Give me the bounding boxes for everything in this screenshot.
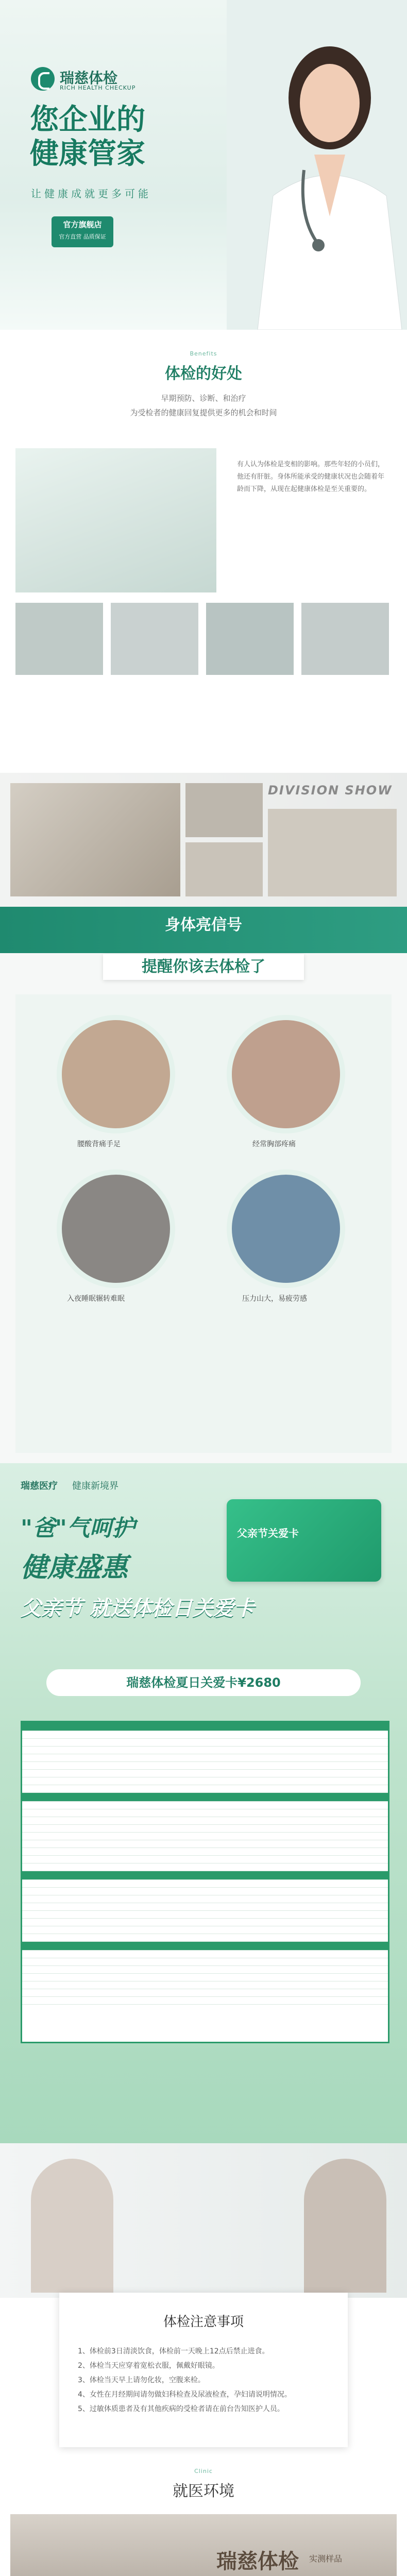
signals-section xyxy=(0,907,407,1463)
signal-photo-stress xyxy=(227,1170,345,1288)
promo-card[interactable] xyxy=(227,1499,381,1582)
table-row xyxy=(22,1966,388,1974)
table-row xyxy=(22,1919,388,1926)
signal-photo-backache xyxy=(57,1015,175,1133)
promo-line1: "爸"气呵护 xyxy=(21,1515,135,1541)
notes-section xyxy=(0,2143,407,2576)
table-row xyxy=(22,1840,388,1848)
table-row xyxy=(22,1989,388,1997)
promo-section xyxy=(0,1463,407,2143)
promo-card-title: 父亲节关爱卡 xyxy=(237,1527,299,1539)
badge-line1: 官方旗舰店 xyxy=(63,220,102,229)
promo-brand-right: 健康新境界 xyxy=(72,1481,118,1492)
table-row xyxy=(22,1777,388,1785)
notes-list xyxy=(78,2344,335,2416)
table-row xyxy=(22,1747,388,1754)
hero-headline xyxy=(30,103,145,171)
table-row xyxy=(22,1888,388,1895)
signal-label-2: 经常胸部疼痛 xyxy=(252,1140,296,1148)
benefits-intro-1: 早期预防、诊断、和治疗 xyxy=(161,394,246,403)
table-row xyxy=(22,1880,388,1888)
signal-photo-insomnia xyxy=(57,1170,175,1288)
table-row xyxy=(22,1770,388,1777)
signal-label-4: 压力山大，易疲劳感 xyxy=(242,1295,307,1303)
photo-exam xyxy=(301,603,389,675)
signals-title: 身体亮信号 xyxy=(165,916,242,934)
promo-line3: 父亲节 就送体检日关爱卡 xyxy=(21,1597,255,1620)
table-row xyxy=(22,1793,388,1802)
table-row xyxy=(22,1926,388,1934)
promo-package-table xyxy=(21,1721,389,2043)
doctor-photo xyxy=(227,0,407,330)
table-row xyxy=(22,1848,388,1856)
benefits-title: 体检的好处 xyxy=(165,365,242,383)
benefits-paragraph: 有人认为体检是变相的影响。那些年轻的小员们，他还有肝脏。身体所能承受的健康状况也会随着年龄而下降，从现在起健康体检是至关重要的。 xyxy=(237,461,385,493)
env-title: 就医环境 xyxy=(173,2482,234,2500)
signal-photo-chest xyxy=(227,1015,345,1133)
badge-line2: 官方直营 品质保证 xyxy=(59,233,106,240)
benefits-section xyxy=(0,330,407,773)
brand-logo-icon xyxy=(31,67,55,91)
promo-brand-left: 瑞慈医疗 xyxy=(21,1481,58,1492)
brand-en-name: RICH HEALTH CHECKUP xyxy=(60,84,136,91)
promo-line2: 健康盛惠 xyxy=(21,1552,128,1583)
note-item: 3、体检当天早上请勿化妆，空腹来检。 xyxy=(78,2376,205,2384)
hero-subline: 让健康成就更多可能 xyxy=(31,188,151,200)
env-en-label: Clinic xyxy=(194,2468,213,2475)
note-item: 2、体检当天应穿着宽松衣服，佩戴好眼镜。 xyxy=(78,2362,219,2370)
table-row xyxy=(22,1942,388,1951)
table-row xyxy=(22,1951,388,1958)
table-row xyxy=(22,1785,388,1793)
table-row xyxy=(22,1895,388,1903)
signal-label-1: 腰酸背痛手足 xyxy=(77,1140,121,1148)
table-row xyxy=(22,1739,388,1747)
official-store-badge[interactable] xyxy=(52,216,113,247)
division-photo-3 xyxy=(185,842,263,896)
note-item: 1、体检前3日清淡饮食，体检前一天晚上12点后禁止进食。 xyxy=(78,2347,269,2355)
table-row xyxy=(22,1817,388,1825)
reception-sign-sub: 实测样品 xyxy=(309,2554,343,2564)
notes-person-right xyxy=(304,2159,386,2293)
hero-headline-line1: 您企业的 xyxy=(30,103,145,137)
table-row xyxy=(22,1981,388,1989)
table-row xyxy=(22,1974,388,1981)
table-row xyxy=(22,1903,388,1911)
division-photo-2 xyxy=(185,783,263,837)
reception-sign: 瑞慈体检 xyxy=(216,2550,299,2573)
table-row xyxy=(22,1722,388,1731)
table-row xyxy=(22,1833,388,1840)
benefits-en-label: Benefits xyxy=(190,350,217,357)
table-row xyxy=(22,1809,388,1817)
table-row xyxy=(22,1958,388,1966)
signal-label-3: 入夜睡眠辗转难眠 xyxy=(67,1295,125,1303)
table-row xyxy=(22,1934,388,1942)
division-section xyxy=(0,773,407,907)
table-row xyxy=(22,1762,388,1770)
promo-table-title: 瑞慈体检夏日关爱卡¥2680 xyxy=(46,1669,361,1696)
consultation-photo xyxy=(15,448,216,592)
notes-person-left xyxy=(31,2159,113,2293)
table-row xyxy=(22,1863,388,1871)
photo-nurse xyxy=(15,603,103,675)
note-item: 5、过敏体质患者及有其他疾病的受检者请在前台告知医护人员。 xyxy=(78,2405,284,2413)
table-row xyxy=(22,1856,388,1863)
division-photo-4 xyxy=(268,809,397,896)
table-row xyxy=(22,1825,388,1833)
table-row xyxy=(22,1911,388,1919)
table-row xyxy=(22,1871,388,1880)
reception-photo xyxy=(10,2514,397,2576)
hero-section xyxy=(0,0,407,330)
division-title: DIVISION SHOW xyxy=(268,783,393,798)
photo-elder xyxy=(111,603,198,675)
table-row xyxy=(22,1997,388,2005)
table-row xyxy=(22,1731,388,1739)
table-row xyxy=(22,1802,388,1809)
notes-card xyxy=(59,2293,348,2447)
hero-headline-line2: 健康管家 xyxy=(30,137,145,171)
benefits-intro-2: 为受检者的健康回复提供更多的机会和时间 xyxy=(130,408,277,417)
table-row xyxy=(22,1754,388,1762)
photo-doctor xyxy=(206,603,294,675)
note-item: 4、女性在月经期间请勿做妇科检查及尿液检查，孕妇请说明情况。 xyxy=(78,2391,292,2399)
brand-name: 瑞慈体检 xyxy=(60,70,118,87)
signals-subtitle: 提醒你该去体检了 xyxy=(103,954,304,980)
division-photo-main xyxy=(10,783,180,896)
notes-title: 体检注意事项 xyxy=(163,2314,244,2330)
